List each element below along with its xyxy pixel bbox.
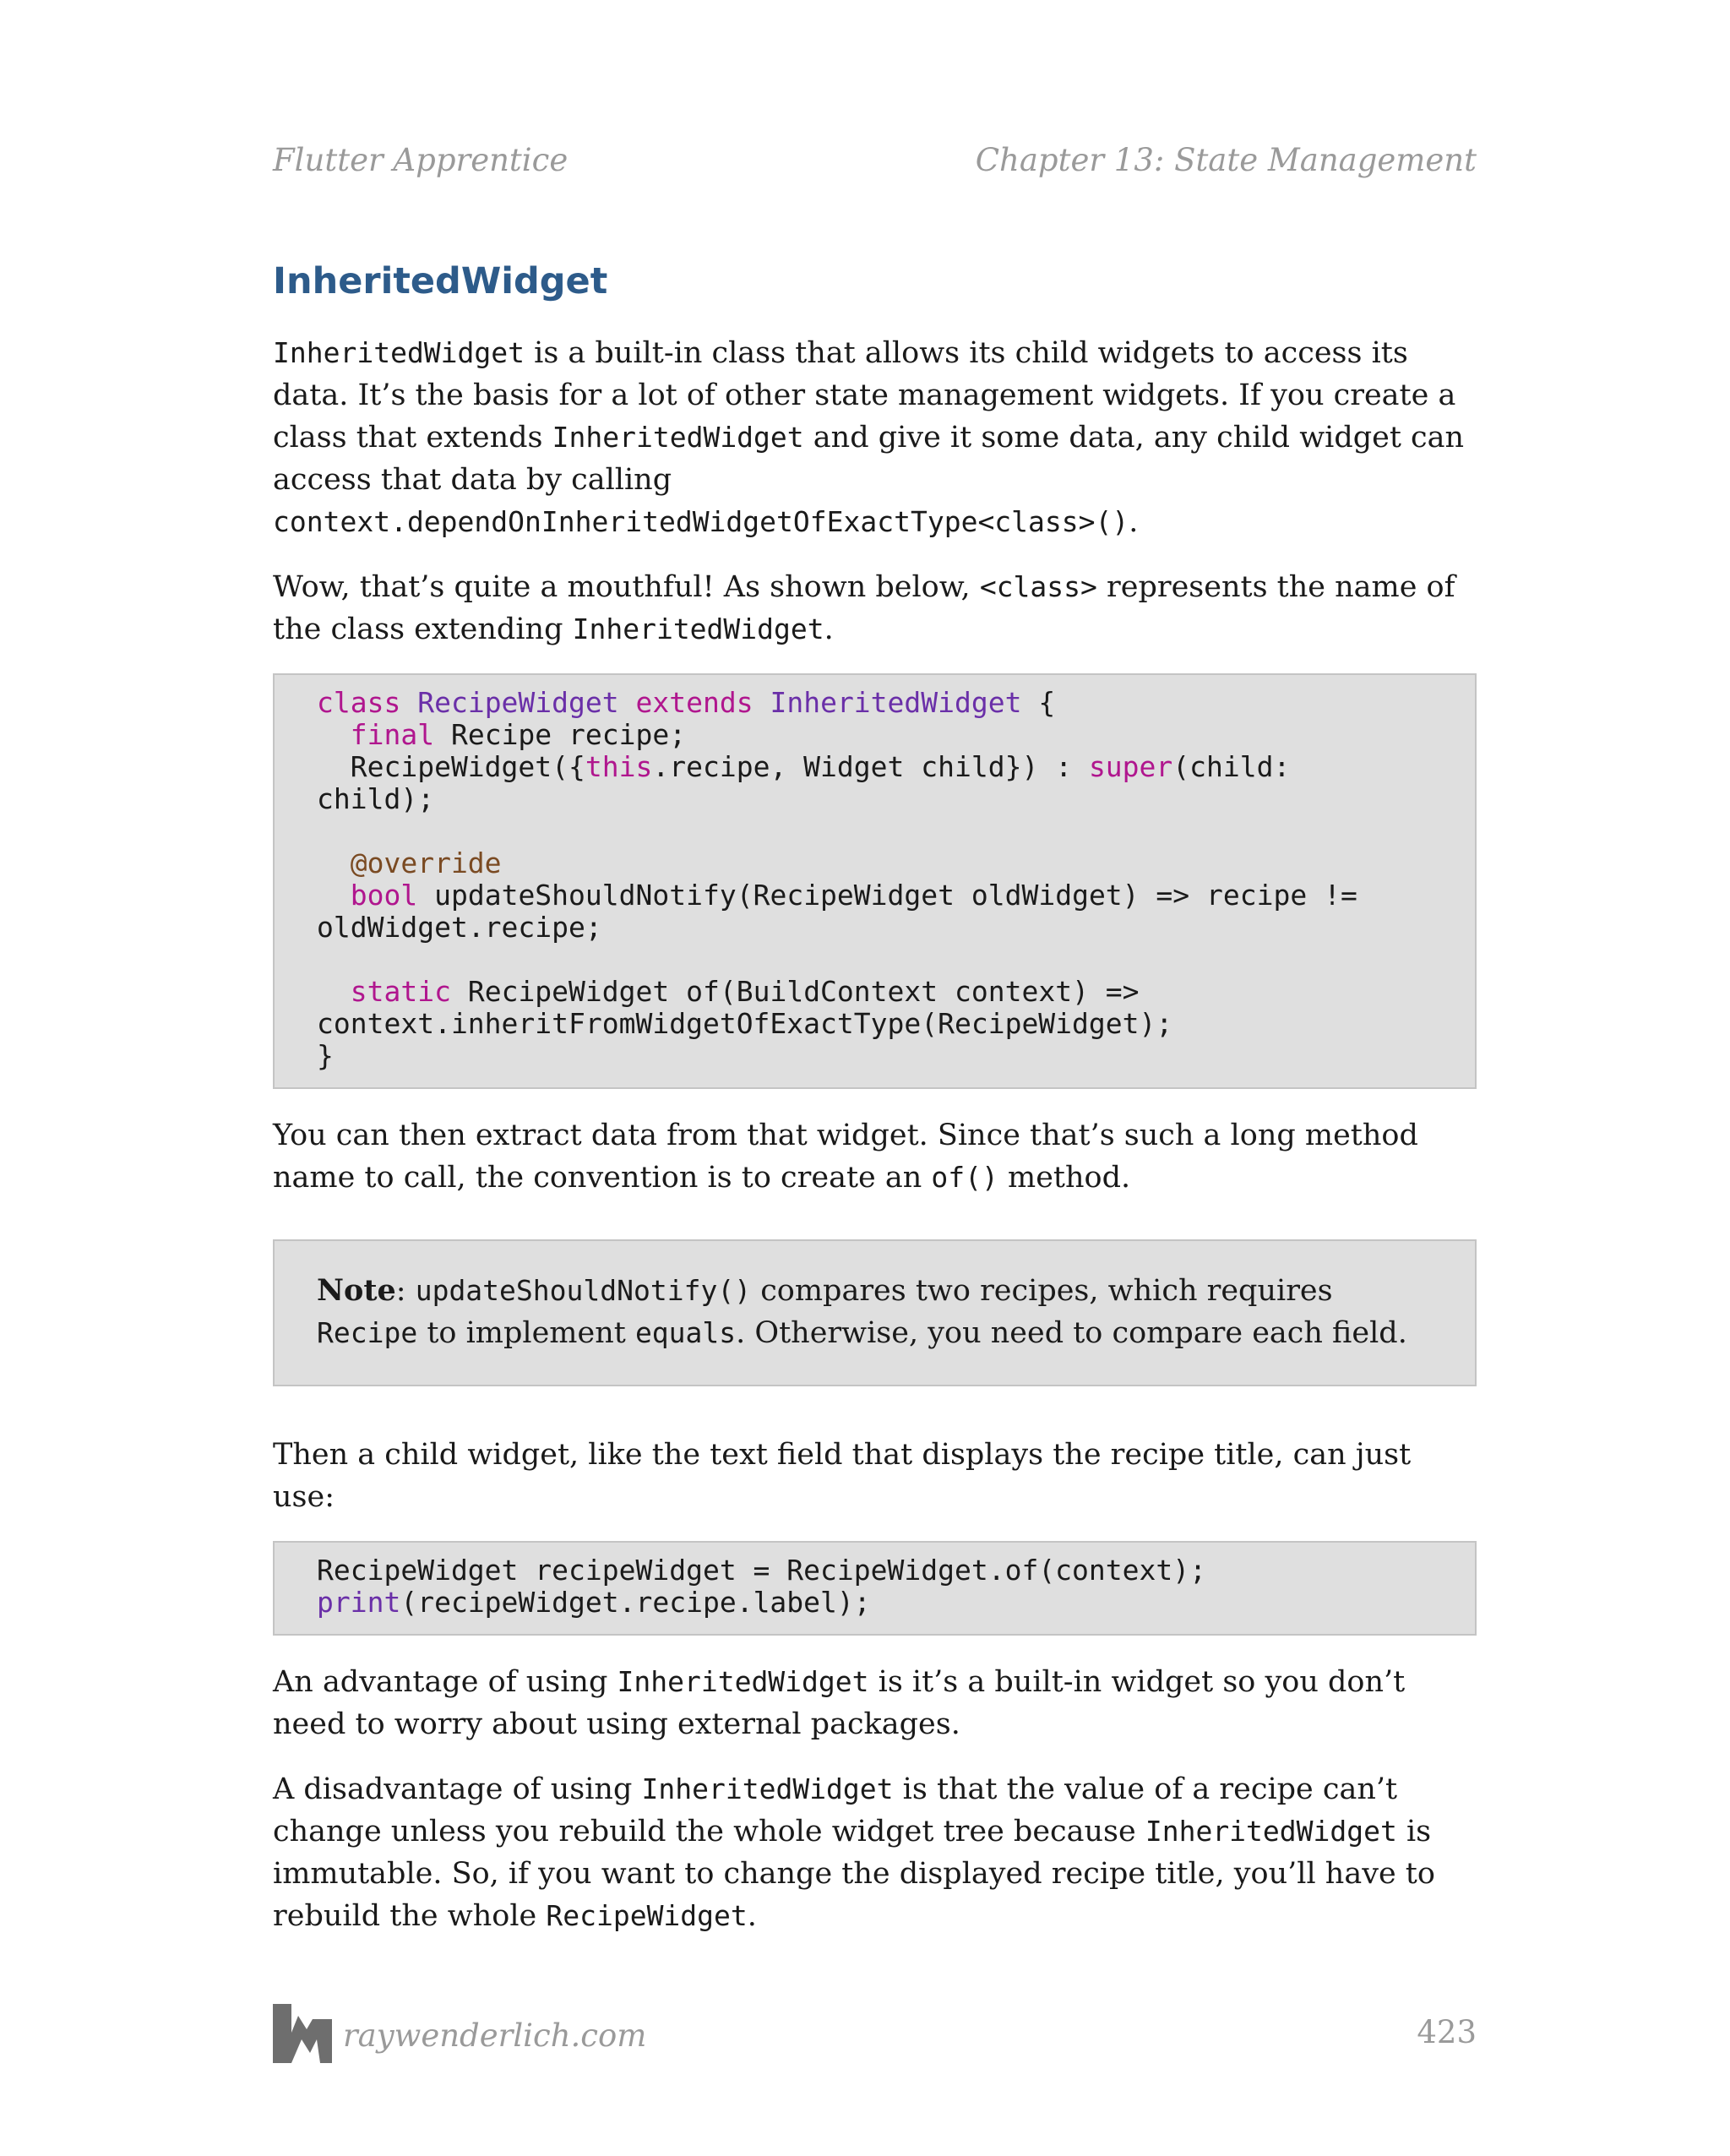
inline-code: InheritedWidget	[572, 612, 824, 645]
code-block-usage	[273, 1541, 1477, 1636]
running-header	[273, 142, 1477, 184]
code-line: final Recipe recipe;	[350, 718, 687, 751]
inline-code: updateShouldNotify()	[415, 1274, 752, 1307]
inline-code: RecipeWidget	[546, 1899, 748, 1932]
note-box: Note: updateShouldNotify() compares two recipes, which requires Recipe to implement equals. Otherwise, you need to compare each field.	[273, 1239, 1477, 1386]
code-line: static RecipeWidget of(BuildContext context) =>	[350, 975, 1140, 1008]
code-line: bool updateShouldNotify(RecipeWidget oldWidget) => recipe !=	[350, 879, 1357, 912]
paragraph-child-widget: Then a child widget, like the text field that displays the recipe title, can just use:	[273, 1438, 1412, 1514]
inline-code: InheritedWidget	[1145, 1815, 1397, 1848]
paragraph-mouthful: Wow, that’s quite a mouthful! As shown below, <class> represents the name of the class extending InheritedWidget.	[273, 570, 1455, 646]
paragraph-advantage: An advantage of using InheritedWidget is it’s a built-in widget so you don’t need to worry about using external packages.	[273, 1665, 1406, 1741]
code-line: @override	[317, 847, 502, 879]
inline-code: of()	[931, 1161, 998, 1194]
code-block-recipe-widget	[273, 673, 1477, 1089]
code-line: oldWidget.recipe;	[317, 911, 602, 944]
inline-code: InheritedWidget	[641, 1772, 894, 1805]
inline-code: InheritedWidget	[617, 1665, 869, 1698]
paragraph-disadvantage: A disadvantage of using InheritedWidget is that the value of a recipe can’t change unless you rebuild the whole widget tree because InheritedWidget is immutable. So, if you want to change the displayed recipe title, you’ll have to rebuild the whole RecipeWidget.	[273, 1772, 1435, 1933]
raywenderlich-logo-icon	[273, 2004, 332, 2063]
code-line: RecipeWidget({this.recipe, Widget child}) : super(child:	[317, 750, 1291, 783]
inline-code: context.dependOnInheritedWidgetOfExactType<class>()	[273, 505, 1129, 538]
code-line: class RecipeWidget extends InheritedWidget {	[317, 686, 1056, 719]
footer-site: raywenderlich.com	[343, 2017, 647, 2054]
section-heading: InheritedWidget	[273, 260, 608, 302]
inline-code: InheritedWidget	[552, 421, 804, 454]
code-line: print(recipeWidget.recipe.label);	[317, 1586, 871, 1619]
paragraph-intro: InheritedWidget is a built-in class that allows its child widgets to access its data. It’s the basis for a lot of other state management widgets. If you create a class that extends InheritedWidget and give it some data, any child widget can access that data by calling context.dependOnInheritedWidgetOfExactType<class>().	[273, 336, 1465, 539]
code-line: child);	[317, 782, 435, 815]
code-line: context.inheritFromWidgetOfExactType(RecipeWidget);	[317, 1007, 1173, 1040]
inline-code: <class>	[979, 570, 1097, 603]
page-number: 423	[1417, 2014, 1477, 2050]
page-content	[273, 256, 1477, 1960]
chapter-title: Chapter 13: State Management	[975, 142, 1477, 178]
book-title: Flutter Apprentice	[273, 142, 569, 178]
inline-code: Recipe	[317, 1316, 418, 1349]
inline-code: equals	[634, 1316, 737, 1349]
inline-code: InheritedWidget	[273, 336, 525, 369]
code-line: RecipeWidget recipeWidget = RecipeWidget.of(context);	[317, 1554, 1206, 1587]
note-label: Note	[317, 1273, 396, 1308]
paragraph-extract: You can then extract data from that widget. Since that’s such a long method name to call, the convention is to create an of() method.	[273, 1119, 1418, 1195]
code-line: }	[317, 1039, 334, 1072]
